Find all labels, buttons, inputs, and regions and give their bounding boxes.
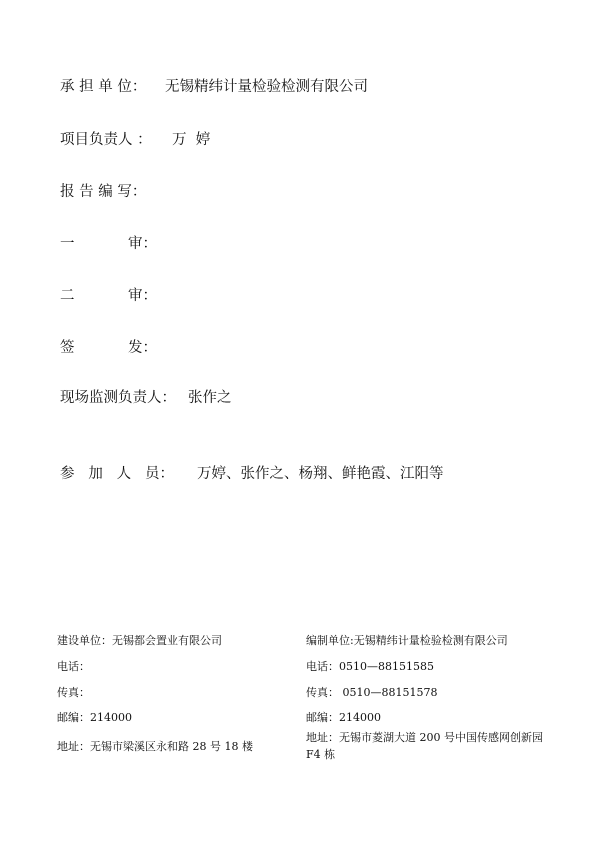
site-lead-value: 张作之 [188,390,232,406]
second-review-label-a: 二 [60,288,75,304]
contractor-label: 承 担 单 位： [60,79,147,95]
report-writer-row [60,180,146,201]
project-lead-value: 万 婷 [172,132,211,148]
preparer-unit: 编制单位:无锡精纬计量检验检测有限公司 [306,634,508,647]
project-lead-label: 项目负责人 ： [60,132,152,148]
participants-value: 万婷、张作之、杨翔、鲜艳霞、江阳等 [197,466,444,482]
client-postcode: 邮编：214000 [57,711,132,724]
site-lead-label: 现场监测负责人： [60,390,176,406]
project-lead-row [60,128,210,149]
contractor-row [60,75,368,96]
preparer-postcode: 邮编：214000 [306,711,381,724]
second-review-label-b: 审： [128,288,157,304]
first-review-row [60,232,157,253]
preparer-address: 地址：无锡市菱湖大道 200 号中国传感网创新园 F4 栋 [306,731,543,761]
second-review-row [60,284,157,305]
issue-label-a: 签 [60,340,75,356]
issue-label-b: 发： [128,340,157,356]
site-lead-row [60,386,232,407]
preparer-phone: 电话：0510—88151585 [306,660,434,673]
client-address: 地址：无锡市梁溪区永和路 28 号 18 楼 [57,740,253,753]
first-review-label-a: 一 [60,236,75,252]
preparer-fax: 传真： 0510—88151578 [306,686,438,699]
participants-label: 参 加 人 员： [60,466,174,482]
contractor-value: 无锡精纬计量检验检测有限公司 [165,79,368,95]
participants-row [60,462,444,483]
report-writer-label: 报 告 编 写： [60,184,147,200]
issue-row [60,336,157,357]
first-review-label-b: 审： [128,236,157,252]
client-unit: 建设单位：无锡都会置业有限公司 [57,634,222,647]
client-fax: 传真： [57,686,90,699]
client-phone: 电话： [57,660,90,673]
